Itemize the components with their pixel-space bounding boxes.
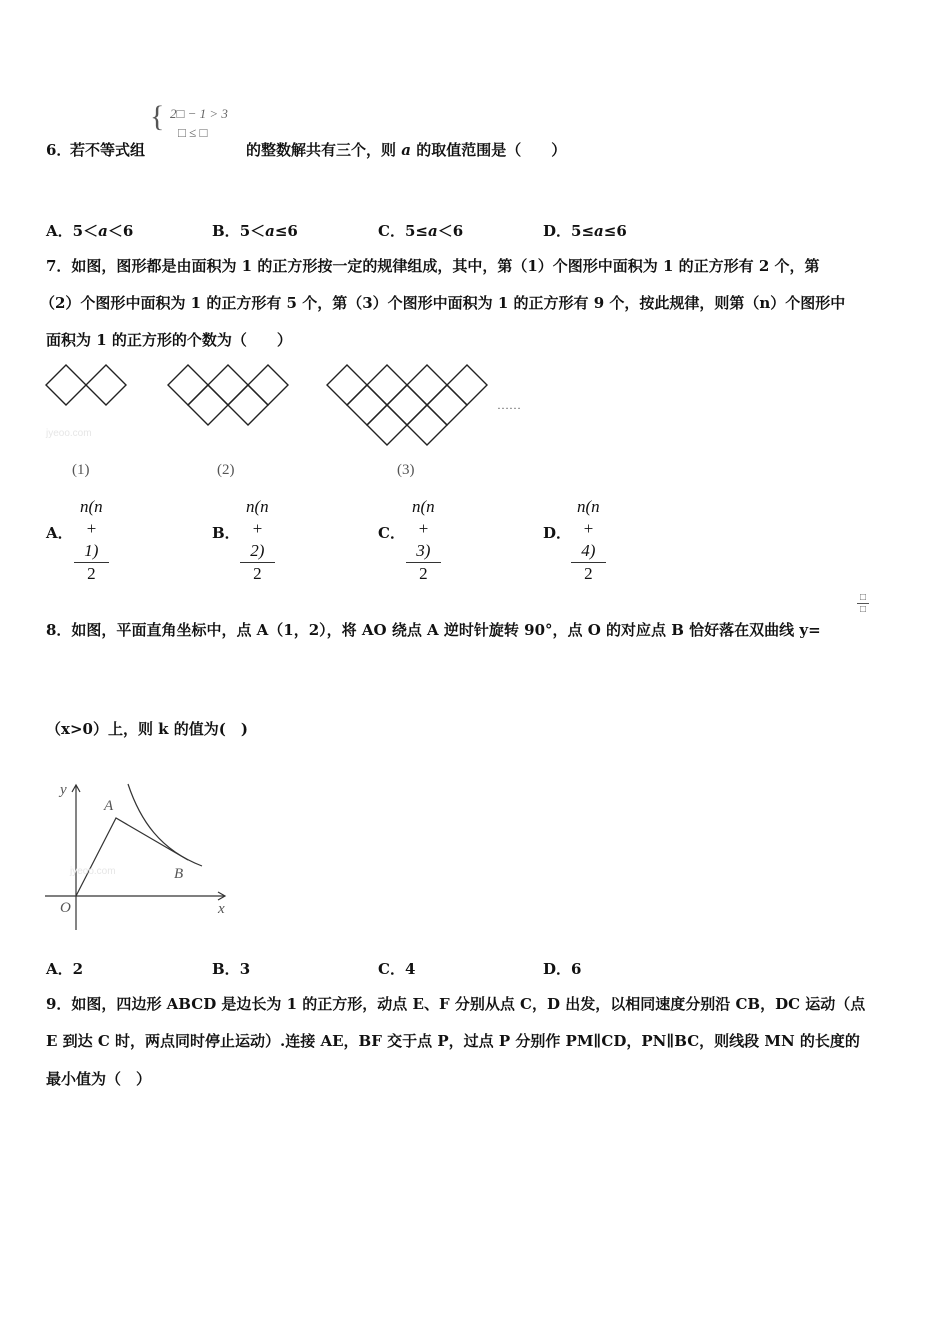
q7-figure-label-3: (3) (397, 462, 415, 478)
option-var: a (594, 222, 604, 240)
q8-graph-label-x: x (218, 901, 225, 917)
q6-var-a: a (401, 141, 411, 159)
q8-line1: 8．如图，平面直角坐标中，点 A（1，2），将 AO 绕点 A 逆时针旋转 90°，点 O 的对应点 B 恰好落在双曲线 y= (46, 621, 821, 639)
q8-line2: （x>0）上，则 k 的值为( ) (46, 720, 248, 738)
fraction-numerator: n(n + 3) (406, 496, 441, 563)
segment-o-a-b (76, 818, 188, 896)
option-label: C． (378, 524, 405, 542)
q6-system-brace: { (150, 100, 165, 133)
option-label: A． (46, 960, 73, 978)
q7-ellipsis: …… (497, 398, 521, 412)
q6-stem (246, 140, 566, 160)
q7-figure-label-2: (2) (217, 462, 235, 478)
option-pre: 5≤ (571, 222, 595, 240)
q7-line1: 7．如图，图形都是由面积为 1 的正方形按一定的规律组成，其中，第（1）个图形中面积为 1 的正方形有 2 个，第 (46, 257, 820, 275)
fraction-numerator: n(n + 2) (240, 496, 275, 563)
option-label: A． (46, 524, 73, 542)
q7-watermark: jyeoo.com (46, 428, 92, 439)
q8-option-c[interactable] (378, 959, 415, 979)
q7-figure-3 (327, 365, 487, 445)
option-post: ＜6 (107, 222, 134, 240)
option-fraction (571, 496, 606, 585)
option-pre: 5＜ (239, 222, 266, 240)
option-value: 3 (239, 960, 251, 978)
option-fraction (74, 496, 109, 585)
option-label: B． (212, 960, 240, 978)
option-value: 6 (571, 960, 582, 978)
q7-line2: （2）个图形中面积为 1 的正方形有 5 个，第（3）个图形中面积为 1 的正方形有 9 个，按此规律，则第（n）个图形中 (40, 294, 846, 312)
option-var: a (427, 222, 438, 240)
option-fraction (240, 496, 275, 585)
q8-graph-label-origin: O (60, 900, 71, 916)
q8-option-d[interactable] (543, 959, 581, 979)
hyperbola-curve (128, 784, 202, 866)
q8-option-b[interactable] (212, 959, 250, 979)
option-var: a (98, 222, 108, 240)
fraction-denominator: 2 (419, 564, 428, 583)
q6-option-a[interactable] (46, 221, 133, 241)
option-value: 2 (72, 960, 84, 978)
option-value: 4 (404, 960, 416, 978)
fraction-denominator: □ (859, 604, 867, 615)
option-pre: 5＜ (72, 222, 99, 240)
q7-figure-2 (168, 365, 288, 425)
q7-line3: 面积为 1 的正方形的个数为（ ） (46, 331, 292, 349)
q7-figure-label-1: (1) (72, 462, 90, 478)
option-label: C． (378, 960, 405, 978)
fraction-numerator: n(n + 4) (571, 496, 606, 563)
q9-line2: E 到达 C 时，两点同时停止运动）.连接 AE，BF 交于点 P，过点 P 分别作 PM∥CD，PN∥BC，则线段 MN 的长度的 (46, 1032, 860, 1050)
option-post: ≤6 (274, 222, 298, 240)
q7-square-pattern-figure (40, 355, 540, 490)
option-label: B． (212, 524, 240, 542)
q6-suffix-b: 的取值范围是（ ） (410, 141, 567, 159)
q8-option-a[interactable] (46, 959, 83, 979)
option-fraction (406, 496, 441, 585)
option-label: C． (378, 222, 405, 240)
q8-hyperbola-fraction (857, 592, 869, 615)
q6-option-b[interactable] (212, 221, 298, 241)
q6-option-d[interactable] (543, 221, 627, 241)
q6-option-c[interactable] (378, 221, 463, 241)
q6-prefix: 若不等式组 (70, 141, 146, 159)
option-label: D． (543, 222, 572, 240)
q8-graph-label-b: B (174, 866, 184, 882)
option-var: a (265, 222, 275, 240)
option-post: ＜6 (437, 222, 464, 240)
q6-system-line1: 2□ − 1 > 3 (170, 106, 228, 121)
option-pre: 5≤ (404, 222, 428, 240)
option-label: B． (212, 222, 240, 240)
fraction-numerator: n(n + 1) (74, 496, 109, 563)
option-label: D． (543, 524, 572, 542)
fraction-denominator: 2 (584, 564, 593, 583)
q6-number: 6． (46, 141, 72, 159)
option-label: A． (46, 222, 73, 240)
option-post: ≤6 (603, 222, 627, 240)
q8-graph-label-y: y (60, 782, 67, 798)
q9-line3: 最小值为（ ） (46, 1070, 152, 1088)
fraction-numerator: □ (857, 592, 869, 604)
fraction-denominator: 2 (253, 564, 262, 583)
q8-watermark: jyeoo.com (70, 866, 116, 877)
question-6 (0, 0, 950, 250)
q7-figure-1 (46, 365, 126, 405)
q6-system-line2: □ ≤ □ (178, 125, 208, 140)
option-label: D． (543, 960, 572, 978)
q8-graph-label-a: A (104, 798, 114, 814)
q9-line1: 9．如图，四边形 ABCD 是边长为 1 的正方形，动点 E、F 分别从点 C，D 出发，以相同速度分别沿 CB，DC 运动（点 (46, 995, 866, 1013)
fraction-denominator: 2 (87, 564, 96, 583)
q6-suffix-a: 的整数解共有三个，则 (246, 141, 402, 159)
